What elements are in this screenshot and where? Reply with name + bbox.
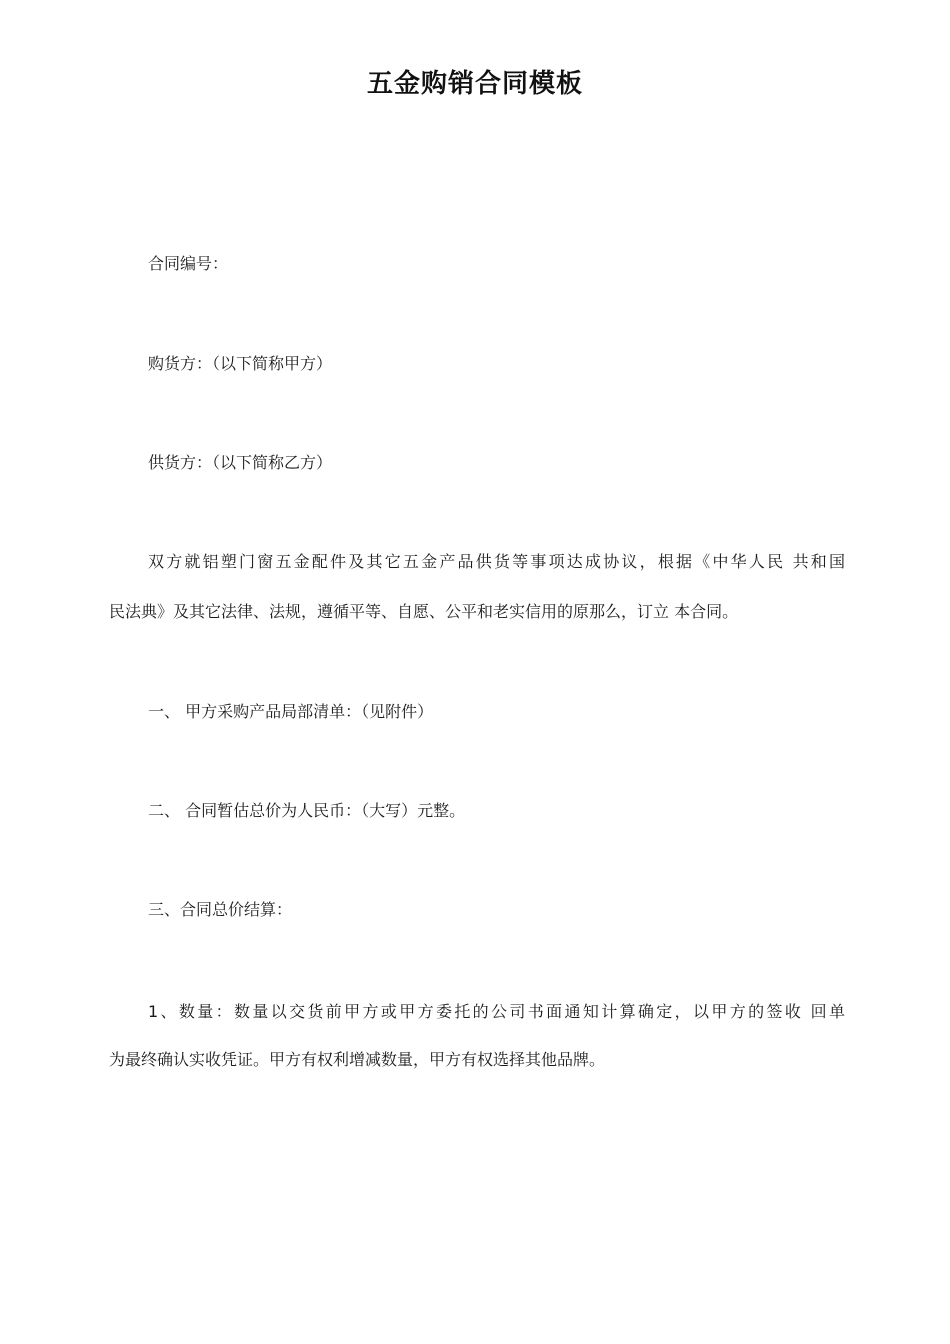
clause-2: 二、 合同暂估总价为人民币：（大写）元整。 bbox=[148, 801, 466, 820]
clause-1: 一、 甲方采购产品局部清单：（见附件） bbox=[148, 702, 434, 721]
supplier-line: 供货方：（以下简称乙方） bbox=[148, 453, 333, 472]
item-1-line-1: 1、数量：数量以交货前甲方或甲方委托的公司书面通知计算确定，以甲方的签收 回单 bbox=[148, 1002, 845, 1021]
preamble-line-1: 双方就铝塑门窗五金配件及其它五金产品供货等事项达成协议，根据《中华人民 共和国 bbox=[148, 552, 845, 571]
item-1-line-2: 为最终确认实收凭证。甲方有权利增减数量，甲方有权选择其他品牌。 bbox=[109, 1050, 606, 1069]
buyer-line: 购货方：（以下简称甲方） bbox=[148, 354, 333, 373]
contract-number-label: 合同编号： bbox=[148, 254, 229, 273]
clause-3: 三、合同总价结算： bbox=[148, 900, 293, 919]
preamble-line-2: 民法典》及其它法律、法规，遵循平等、自愿、公平和老实信用的原那么，订立 本合同。 bbox=[109, 602, 739, 621]
document-title: 五金购销合同模板 bbox=[366, 69, 583, 99]
